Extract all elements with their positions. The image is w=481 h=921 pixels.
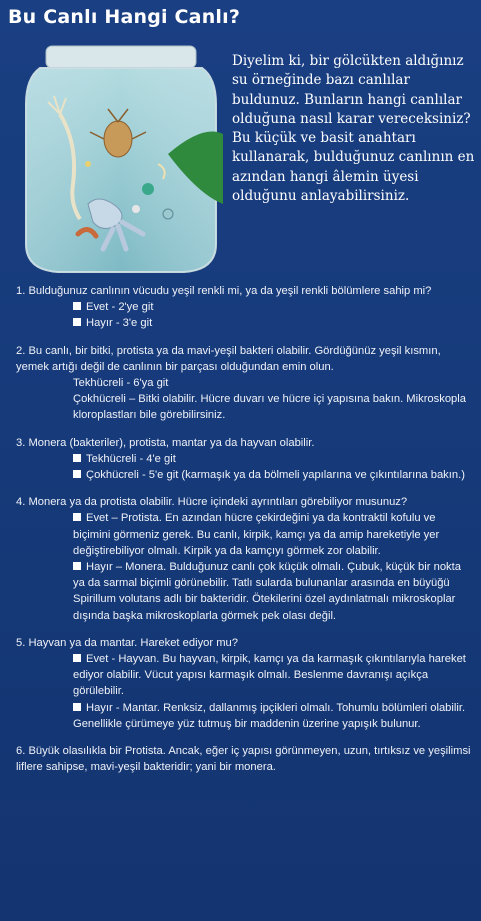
question-5 [16,635,474,732]
question-6-text: 6. Büyük olasılıkla bir Protista. Ancak, eğer iç yapısı görünmeyen, uzun, tırtıksız ve yeşilimsi liflere sahipse, mavi-yeşil bakteridir; yani bir monera. [16,745,471,774]
bullet-square-icon [73,302,81,310]
question-5-text: 5. Hayvan ya da mantar. Hareket ediyor mu? [16,636,238,649]
question-4 [16,494,474,624]
page-title: Bu Canlı Hangi Canlı? [8,6,241,28]
question-1-option-no: Hayır - 3'e git [73,315,474,331]
intro-paragraph: Diyelim ki, bir gölcükten aldığınız su örneğinde bazı canlılar buldunuz. Bunların hangi canlılar olduğuna nasıl karar vereceksiniz? Bu küçük ve basit anahtarı kullanarak, bulduğunuz canlının en azından hangi âlemin üyesi olduğunu anlayabilirsiniz. [232,53,475,205]
identification-key [16,283,474,786]
question-2-option-unicellular: Tekhücreli - 6'ya git [73,377,169,390]
pond-jar-illustration [18,44,223,276]
question-6 [16,743,474,775]
question-3 [16,435,474,484]
bullet-square-icon [73,470,81,478]
question-1-option-yes: Evet - 2'ye git [73,299,474,315]
question-4-text: 4. Monera ya da protista olabilir. Hücre içindeki ayrıntıları görebiliyor musunuz? [16,496,408,509]
bullet-square-icon [73,654,81,662]
question-5-option-yes: Evet - Hayvan. Bu hayvan, kirpik, kamçı ya da karmaşık çıkıntılarıyla hareket ediyor olabilir. Vücut yapısı karmaşık olmalı. Beslenme davranışı açıkça görülebilir. [73,653,466,698]
question-2 [16,343,474,424]
question-2-text: 2. Bu canlı, bir bitki, protista ya da mavi-yeşil bakteri olabilir. Gördüğünüz yeşil kısmın, yemek artığı değil de canlının bir parçası olduğundan emin olun. [16,344,441,373]
question-5-option-no: Hayır - Mantar. Renksiz, dallanmış ipçikleri olmalı. Tohumlu bölümleri olabilir. Genellikle çürümeye yüz tutmuş bir maddenin üzerine yapışık bulunur. [73,701,466,730]
question-2-option-multicellular: Çokhücreli – Bitki olabilir. Hücre duvarı ve hücre içi yapısına bakın. Mikroskopla kloroplastları bile görebilirsiniz. [73,393,466,422]
intro-block [0,38,481,278]
question-4-option-no: Hayır – Monera. Bulduğunuz canlı çok küçük olmalı. Çubuk, küçük bir nokta ya da sarmal biçimli görünebilir. Tatlı sularda bulunanlar arasında en büyüğü Spirillum volutans adlı bir bakteridir. Ötekilerini özel aydınlatmalı mikroskoplar dışında başka mikroskoplarla görmek pek olası değil. [73,561,461,622]
question-3-option-unicellular: Tekhücreli - 4'e git [73,451,474,467]
question-1-text: 1. Bulduğunuz canlının vücudu yeşil renkli mi, ya da yeşil renkli bölümlere sahip mi? [16,285,432,297]
question-3-option-multicellular: Çokhücreli - 5'e git (karmaşık ya da bölmeli yapılarına ve çıkıntılarına bakın.) [73,467,474,483]
bullet-square-icon [73,513,81,521]
bullet-square-icon [73,703,81,711]
question-4-option-yes: Evet – Protista. En azından hücre çekirdeğini ya da kontraktil kofulu ve biçimini görmeniz gerek. Bu canlı, kirpik, kamçı ya da amip hareketiyle yer değiştirebiliyor olmalı. Kirpik ya da kamçıyı görmek zor olabilir. [73,512,440,557]
bullet-square-icon [73,562,81,570]
bullet-square-icon [73,454,81,462]
question-3-text: 3. Monera (bakteriler), protista, mantar ya da hayvan olabilir. [16,436,315,449]
question-1 [16,283,474,332]
bullet-square-icon [73,318,81,326]
